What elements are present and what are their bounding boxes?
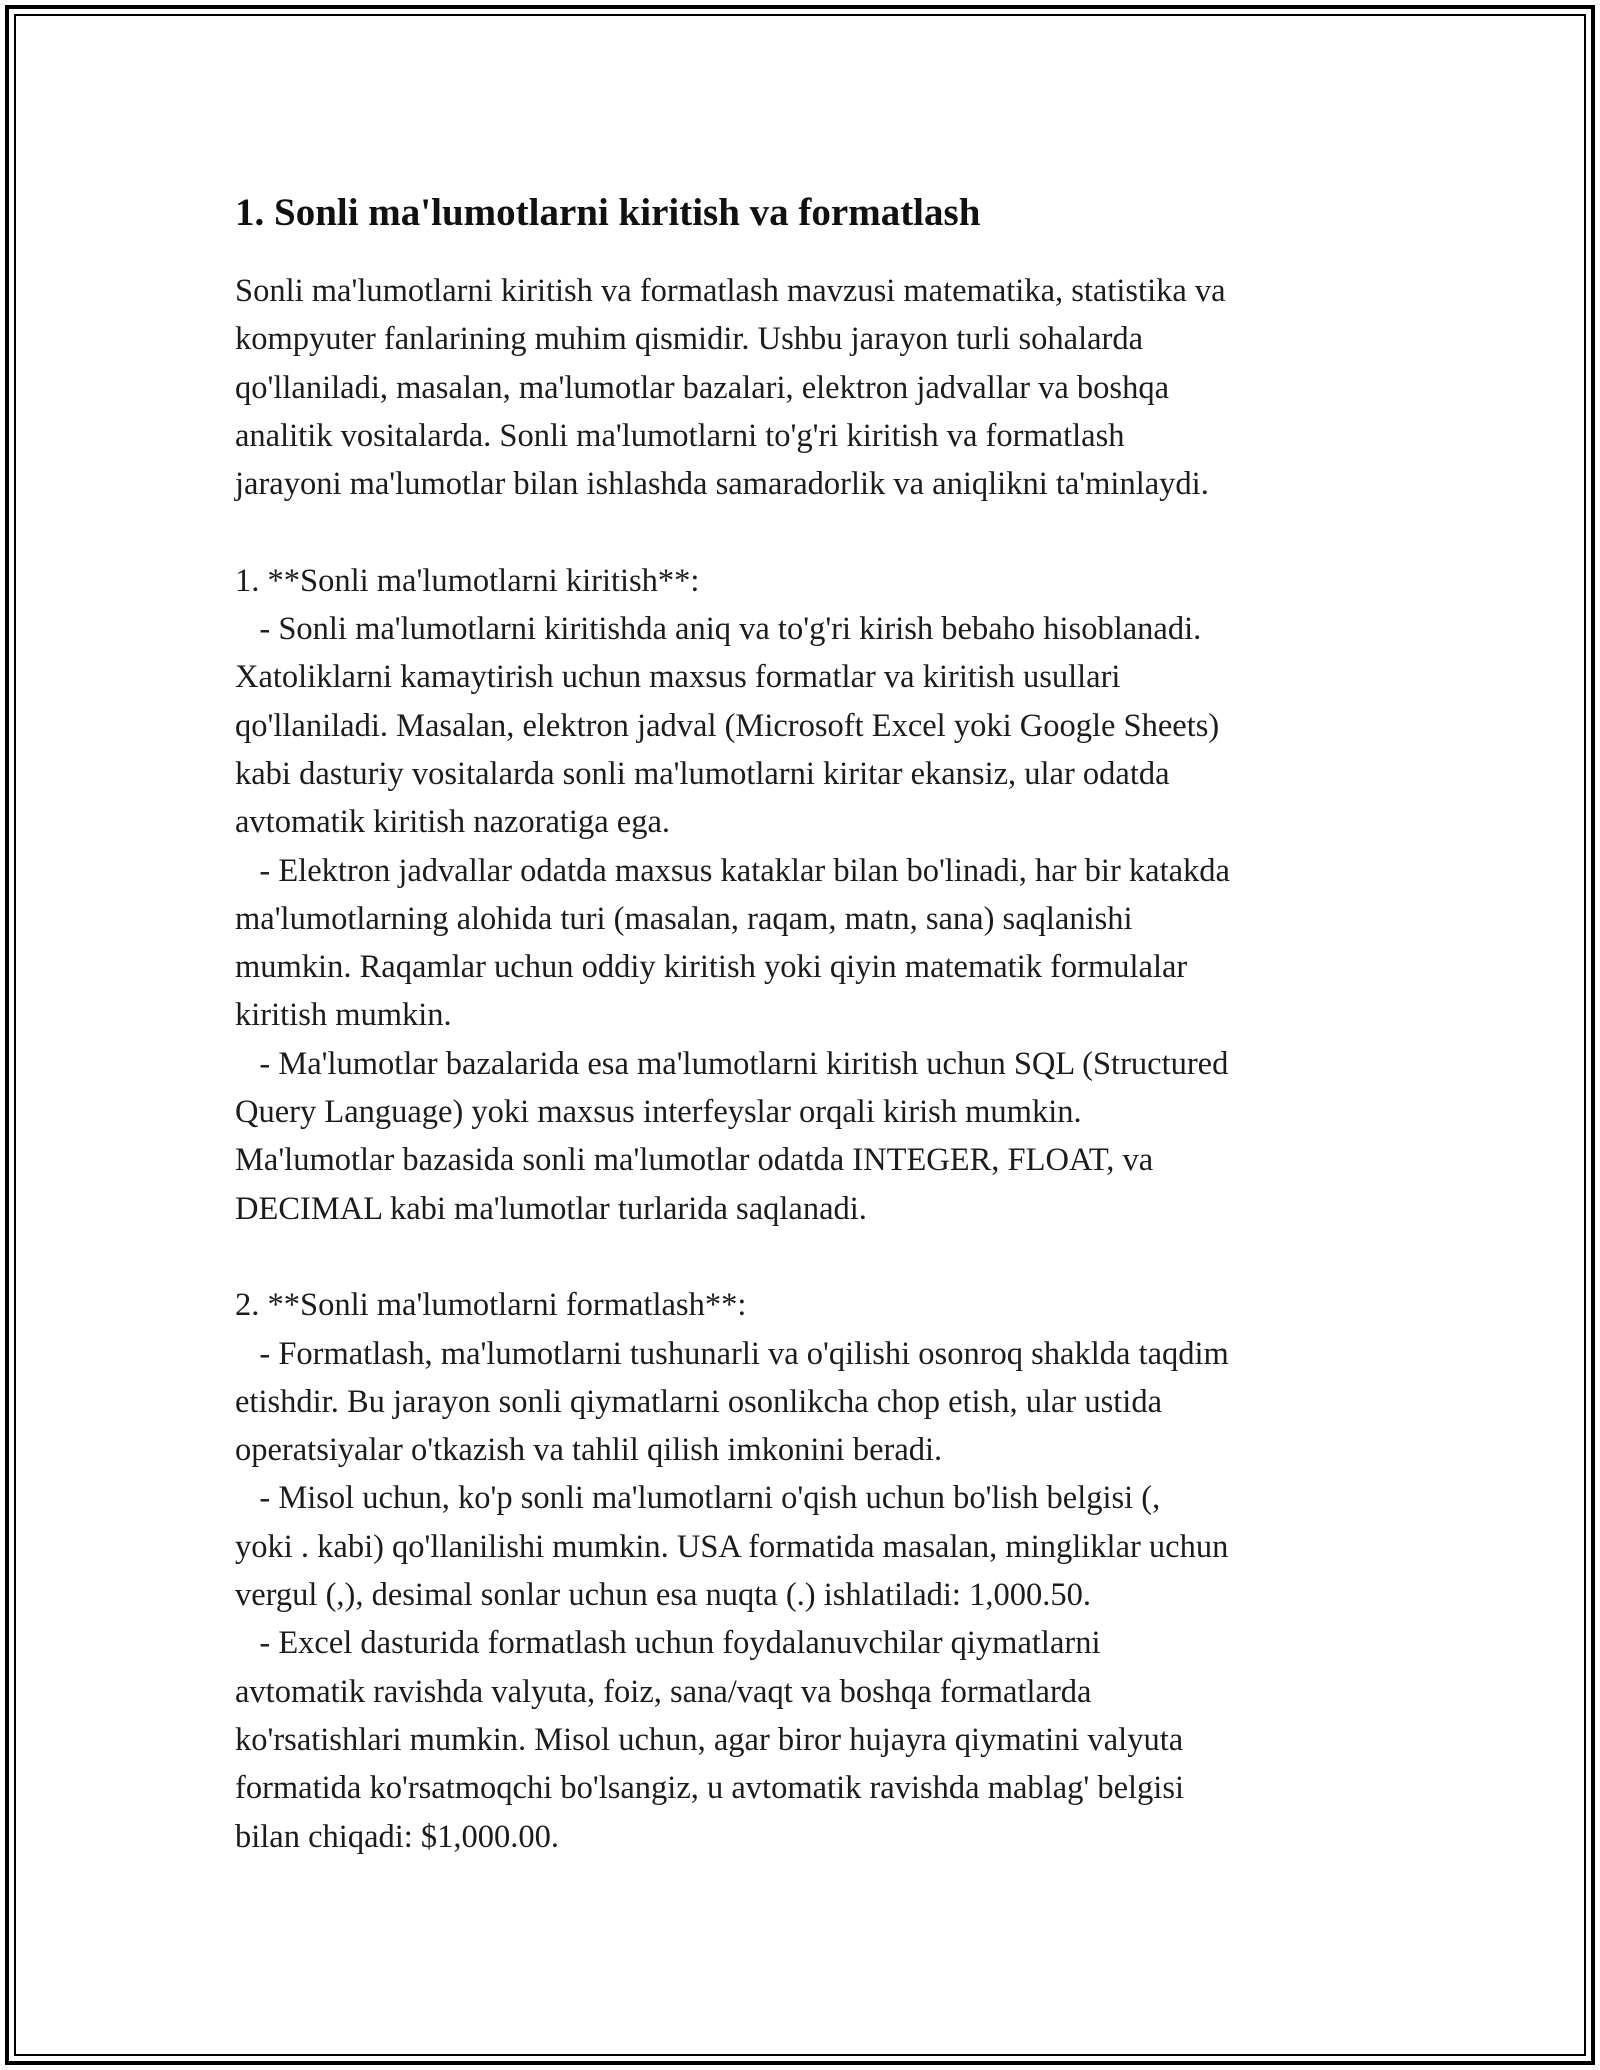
document-content <box>235 188 1395 1861</box>
document-body: Sonli ma'lumotlarni kiritish va formatlash mavzusi matematika, statistika va kompyuter fanlarining muhim qismidir. Ushbu jarayon turli sohalarda qo'llaniladi, masalan, ma'lumotlar bazalari, elektron jadvallar va boshqa analitik vositalarda. Sonli ma'lumotlarni to'g'ri kiritish va formatlash jarayoni ma'lumotlar bilan ishlashda samaradorlik va aniqlikni ta'minlaydi. 1. **Sonli ma'lumotlarni kiritish**: - Sonli ma'lumotlarni kiritishda aniq va to'g'ri kirish bebaho hisoblanadi. Xatoliklarni kamaytirish uchun maxsus formatlar va kiritish usullari qo'llaniladi. Masalan, elektron jadval (Microsoft Excel yoki Google Sheets) kabi dasturiy vositalarda sonli ma'lumotlarni kiritar ekansiz, ular odatda avtomatik kiritish nazoratiga ega. - Elektron jadvallar odatda maxsus kataklar bilan bo'linadi, har bir katakda ma'lumotlarning alohida turi (masalan, raqam, matn, sana) saqlanishi mumkin. Raqamlar uchun oddiy kiritish yoki qiyin matematik formulalar kiritish mumkin. - Ma'lumotlar bazalarida esa ma'lumotlarni kiritish uchun SQL (Structured Query Language) yoki maxsus interfeyslar orqali kirish mumkin. Ma'lumotlar bazasida sonli ma'lumotlar odatda INTEGER, FLOAT, va DECIMAL kabi ma'lumotlar turlarida saqlanadi. 2. **Sonli ma'lumotlarni formatlash**: - Formatlash, ma'lumotlarni tushunarli va o'qilishi osonroq shaklda taqdim etishdir. Bu jarayon sonli qiymatlarni osonlikcha chop etish, ular ustida operatsiyalar o'tkazish va tahlil qilish imkonini beradi. - Misol uchun, ko'p sonli ma'lumotlarni o'qish uchun bo'lish belgisi (, yoki . kabi) qo'llanilishi mumkin. USA formatida masalan, mingliklar uchun vergul (,), desimal sonlar uchun esa nuqta (.) ishlatiladi: 1,000.50. - Excel dasturida formatlash uchun foydalanuvchilar qiymatlarni avtomatik ravishda valyuta, foiz, sana/vaqt va boshqa formatlarda ko'rsatishlari mumkin. Misol uchun, agar biror hujayra qiymatini valyuta formatida ko'rsatmoqchi bo'lsangiz, u avtomatik ravishda mablag' belgisi bilan chiqadi: $1,000.00. <box>235 273 1230 1855</box>
document-title: 1. Sonli ma'lumotlarni kiritish va formatlash <box>235 191 981 234</box>
